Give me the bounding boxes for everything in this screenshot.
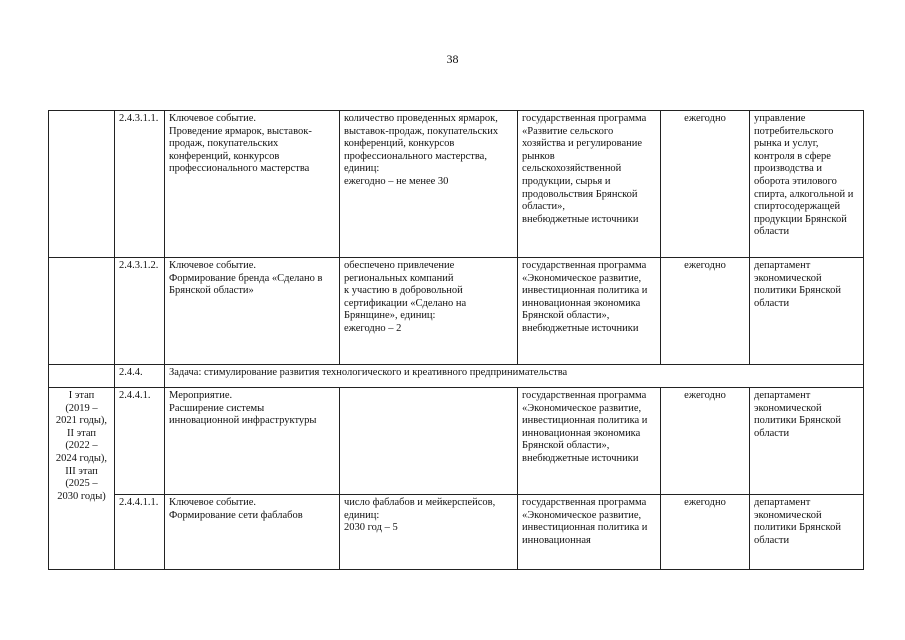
indicator-cell xyxy=(340,388,518,495)
funding-source-cell: государственная программа «Развитие сельского хозяйства и регулирование рынков сельскохозяйственной продукции, сырья и продовольствия Брянской области», внебюджетные источники xyxy=(518,111,661,258)
responsible-cell: департамент экономической политики Брянской области xyxy=(750,388,864,495)
period-cell: ежегодно xyxy=(661,258,750,365)
task-row xyxy=(49,365,864,388)
responsible-cell: департамент экономической политики Брянской области xyxy=(750,495,864,570)
responsible-cell: управление потребительского рынка и услуг, контроля в сфере производства и оборота этилового спирта, алкогольной и спиртосодержащей продукции Брянской области xyxy=(750,111,864,258)
funding-source-cell: государственная программа «Экономическое развитие, инвестиционная политика и инновационная xyxy=(518,495,661,570)
responsible-cell: департамент экономической политики Брянской области xyxy=(750,258,864,365)
indicator-cell: обеспечено привлечение региональных компаний к участию в добровольной сертификации «Сделано на Брянщине», единиц: ежегодно – 2 xyxy=(340,258,518,365)
page-number: 38 xyxy=(446,52,459,66)
period-cell: ежегодно xyxy=(661,111,750,258)
period-cell: ежегодно xyxy=(661,495,750,570)
event-cell: Ключевое событие. Формирование сети фаблабов xyxy=(165,495,340,570)
event-cell: Ключевое событие. Проведение ярмарок, выставок-продаж, покупательских конференций, конкурсов профессионального мастерства xyxy=(165,111,340,258)
table-row xyxy=(49,388,864,495)
stage-cell xyxy=(49,258,115,365)
event-cell: Мероприятие. Расширение системы инновационной инфраструктуры xyxy=(165,388,340,495)
funding-source-cell: государственная программа «Экономическое развитие, инвестиционная политика и инновационная экономика Брянской области», внебюджетные источники xyxy=(518,388,661,495)
code-cell: 2.4.4. xyxy=(115,365,165,388)
code-cell: 2.4.4.1. xyxy=(115,388,165,495)
stage-cell xyxy=(49,365,115,388)
code-cell: 2.4.3.1.1. xyxy=(115,111,165,258)
plan-table xyxy=(48,110,864,570)
indicator-cell: количество проведенных ярмарок, выставок-продаж, покупательских конференций, конкурсов профессионального мастерства, единиц: ежегодно – не менее 30 xyxy=(340,111,518,258)
task-cell: Задача: стимулирование развития технологического и креативного предпринимательства xyxy=(165,365,864,388)
stage-cell: I этап (2019 – 2021 годы), II этап (2022 – 2024 годы), III этап (2025 – 2030 годы) xyxy=(49,388,115,570)
indicator-cell: число фаблабов и мейкерспейсов, единиц: 2030 год – 5 xyxy=(340,495,518,570)
period-cell: ежегодно xyxy=(661,388,750,495)
table-row xyxy=(49,111,864,258)
table-row xyxy=(49,495,864,570)
code-cell: 2.4.4.1.1. xyxy=(115,495,165,570)
stage-cell xyxy=(49,111,115,258)
code-cell: 2.4.3.1.2. xyxy=(115,258,165,365)
table-row xyxy=(49,258,864,365)
funding-source-cell: государственная программа «Экономическое развитие, инвестиционная политика и инновационная экономика Брянской области», внебюджетные источники xyxy=(518,258,661,365)
event-cell: Ключевое событие. Формирование бренда «Сделано в Брянской области» xyxy=(165,258,340,365)
